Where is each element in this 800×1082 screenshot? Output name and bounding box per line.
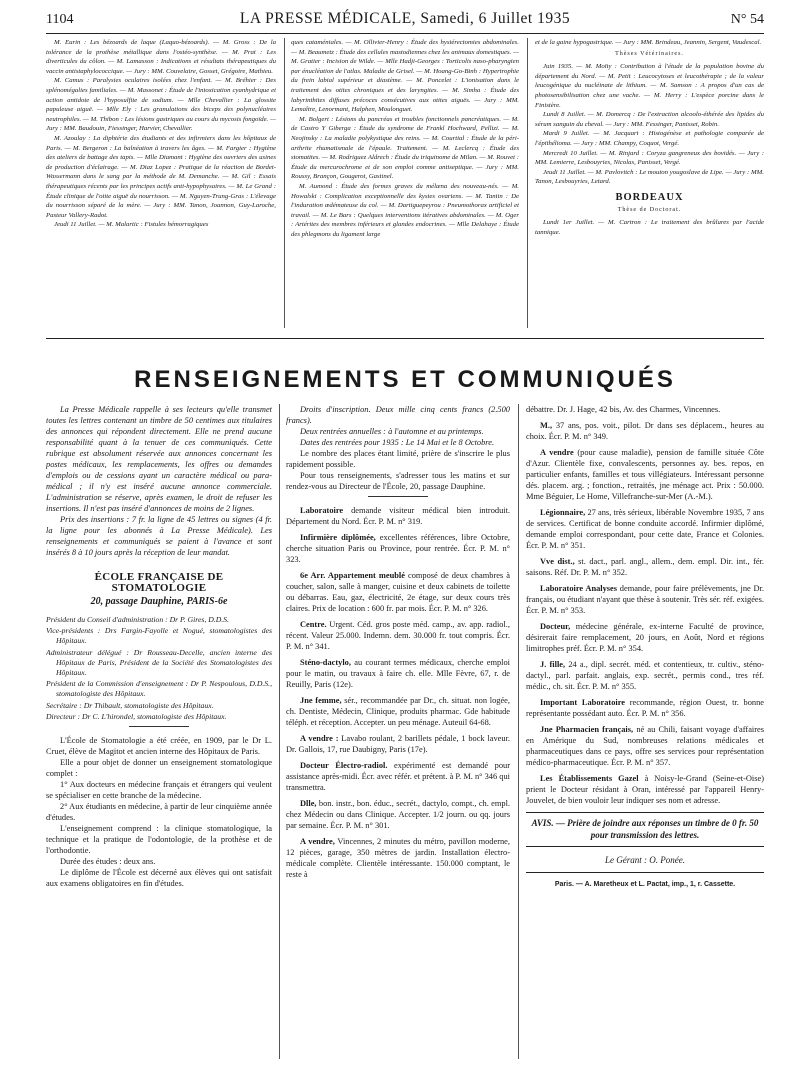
doctorate-thesis-heading: Thèse de Doctorat. [617, 206, 682, 213]
classified-ad [286, 760, 510, 793]
theses-paragraph: M. Eurin : Les bézoards de laque (Laquo-bézoards). — M. Gross : De la tolérance de la prothèse métallique dans l'ostéo-synthèse. — M. Prat : Les diverticules du côlon. — M. Lamasson : Indications et résultats thérapeutiques du vaccin antistaphylococcique. — Jury : MM. Couvelaire, Gosset, Grégoire, Mathieu. [46, 39, 276, 75]
theses-column-2 [291, 38, 519, 334]
page-header [46, 10, 764, 34]
ad-keyword: A vendre, [300, 837, 335, 846]
ad-text: recommande, région Ouest, tr. bonne représentante possédant auto. Écr. P. M. n° 356. [526, 698, 764, 718]
ad-text: Vincennes, 2 minutes du métro, pavillon moderne, 12 pièces, garage, 350 mètres de jardin. Installation électro-médicale complète. Clientèle intéressante. 150.000 comptant, le reste à [286, 837, 510, 879]
ad-text: demande, pour faire prélèvements, jne Dr. français, ou étudiant n'ayant que thèse à soutenir. Très sér. réf. exigées. Écr. P. M. n° 353. [526, 584, 764, 615]
body-paragraph: Deux rentrées annuelles : à l'automne et au printemps. [300, 427, 484, 436]
column-divider [527, 38, 528, 328]
staff-entry: Secrétaire : Dr Thibault, stomatologiste des Hôpitaux. [46, 700, 214, 710]
classified-ad [526, 773, 764, 806]
ad-text: au courant termes médicaux, cherche emploi pour le matin, ou travaux à faire ch. elle. Mlle Fèvre, 67, r. de Reuilly, Paris (12e). [286, 658, 510, 689]
ad-text: excellentes références, libre Octobre, cherche situation Paris ou Province, pour rentrée. Écr. P. M. n° 323. [286, 533, 510, 564]
classified-ads-right [526, 420, 764, 806]
page-number: 1104 [46, 12, 74, 27]
column-divider [279, 404, 280, 1059]
theses-column-1 [46, 38, 276, 334]
body-paragraph: Dates des rentrées pour 1935 : Le 14 Mai et le 8 Octobre. [300, 438, 495, 447]
classified-ad [526, 724, 764, 768]
classified-ad [286, 798, 510, 831]
column-divider [284, 38, 285, 328]
school-staff [46, 615, 272, 722]
body-paragraph: Durée des études : deux ans. [60, 857, 156, 867]
ad-text: 37 ans, pos. voit., pilot. Dr dans ses déplacem., heures au choix. Écr. P. M. n° 349. [526, 421, 764, 441]
ad-text: (pour cause maladie), pension de famille située Côte d'Azur. Clientèle fixe, convalescents, personnes ay. bes. repos, en particulier enfants, familles et tous villégiateurs. Intéressant personne dés. placem. arg. ; fonction., retraités, jne ménage act. Prix : 50.000. Mme Béguier, Le Home, Villefranche-sur-Mer (A.-M.). [526, 448, 764, 501]
ad-text: médecine générale, ex-interne Faculté de province, désirerait faire remplacement, 20 jours, en Août, Nord et régions limitrophes préf. Écr. P. M. n° 354. [526, 622, 764, 653]
ad-keyword: J. fille, [540, 660, 566, 669]
section-rule [46, 338, 764, 339]
school-address: 20, passage Dauphine, PARIS-6e [90, 596, 228, 607]
ad-keyword: Docteur, [540, 622, 571, 631]
classified-ad [286, 532, 510, 565]
staff-entry: Vice-présidents : Drs Fargin-Fayolle et Nogué, stomatologistes des Hôpitaux. [46, 626, 272, 646]
ad-keyword: 6e Arr. Appartement meublé [300, 571, 405, 580]
theses-paragraph: M. Azoulay : La diphtérie des étudiants et des infirmiers dans les hôpitaux de Paris. — M. Bergeron : La balnéation à travers les âges. — M. Fargier : Hygiène des ateliers de battage des tapis. — Mlle Diamant : Hygiène des ouvriers des usines de production d'éclairage. — M. Diaz Lopez : Pratique de la réaction de Bordet-Wassermann dans le sang par la méthode de M. Demanche. — M. Gil : Essais thérapeutiques récents par les principes actifs anti-hypophysaires. — M. Le Grand : Étude clinique de l'otite aiguë du nourrisson. — M. Nguyen-Trung-Gras : L'élevage du nourrisson séparé de la mère. — Jury : MM. Tanon, Joannon, Guy-Laroche, Pasteur Vallery-Radot. [46, 134, 276, 219]
intro-notice [46, 404, 272, 558]
classified-ad [526, 697, 764, 719]
theses-paragraph: M. Aumond : Étude des formes graves du mélæna des nouveau-nés. — M. Howalski : Complication exceptionnelle des kystes ovariens. — M. Tantin : De l'induration œdémateuse du col. — M. Dartiguepeyrou : Pneumothorax artificiel et travail. — M. Le Bars : Quelques interventions itératives abdominales. — M. Oger : Artérites des membres inférieurs et glandes endocrines. — Mlle Delahaye : Étude des phlegmons du ligament large [291, 182, 519, 238]
intro-paragraph: Prix des insertions : 7 fr. la ligne de 45 lettres ou signes (4 fr. la ligne pour les abonnés à La Presse Médicale). Les renseignements et communiqués se paient à l'avance et sont insérés 8 à 10 jours après la réception de leur mandat. [46, 515, 272, 557]
classified-ad [286, 619, 510, 652]
theses-paragraph: M. Bolgert : Lésions du pancréas et troubles fonctionnels pancréatiques. — M. de Castro Y Giberga : Étude du syndrome de Frankl Hochward, Pellizi. — M. Neojinsky : La maladie polykystique des reins. — M. Courtial : Étude de la péri-arthrite rhumatismale de l'épaule. Traitement. — M. Leclercq : Étude des stomatites. — M. Rodriguez Aldrech : Étude du triquinome de Milan. — M. Rouvet : Étude du mercurochrome et de son emploi comme antiseptique. — Jury : MM. Roussy, Brançon, Gougerot, Gastinel. [291, 115, 519, 181]
theses-listing [46, 38, 764, 334]
classified-ads-middle [286, 505, 510, 880]
bordeaux-heading: BORDEAUX [615, 191, 684, 203]
ad-keyword: Sténo-dactylo, [300, 658, 351, 667]
theses-paragraph: Mardi 9 Juillet. — M. Jacquart : Histogénèse et pathologie comparée de l'épithélioma. — Jury : MM. Champy, Coquot, Vergé. [535, 130, 764, 147]
ad-text: 27 ans, très sérieux, libérable Novembre 1935, 7 ans de services. Certificat de bonne conduite accordé. Infirmier diplômé, demande emploi correspondant, pour cette date, France et Colonies. Écr. P. M. n° 351. [526, 508, 764, 550]
ad-keyword: Légionnaire, [540, 508, 586, 517]
veterinary-theses-heading: Thèses Vétérinaires. [615, 50, 684, 57]
body-paragraph: Droits d'inscription. Deux mille cinq cents francs (2.500 francs). [286, 405, 510, 425]
column-right [526, 404, 764, 1064]
section-banner: RENSEIGNEMENTS ET COMMUNIQUÉS [134, 366, 676, 393]
ad-keyword: Important Laboratoire [540, 698, 626, 707]
classified-ad [286, 505, 510, 527]
manager-signature: Le Gérant : O. Ponée. [526, 855, 764, 873]
classified-ad [286, 570, 510, 614]
theses-paragraph: Lundi 8 Juillet. — M. Domercq : De l'extraction alcoolo-éthérée des lipides du sérum sanguin du cheval. — Jury : MM. Fessinger, Panisset, Robin. [535, 111, 764, 128]
classified-ad [286, 695, 510, 728]
body-paragraph: 2° Aux étudiants en médecine, à partir de leur cinquième année d'études. [46, 802, 272, 823]
staff-entry: Directeur : Dr C. L'hirondel, stomatologiste des Hôpitaux. [46, 711, 227, 721]
body-paragraph: Le nombre des places étant limité, prière de s'inscrire le plus rapidement possible. [286, 449, 510, 469]
ad-keyword: A vendre : [300, 734, 339, 743]
classified-ad [526, 556, 764, 578]
classified-ad [286, 836, 510, 880]
divider [129, 726, 189, 727]
theses-paragraph: Jeudi 11 Juillet. — M. Malartic : Fistules hémorragiques [54, 221, 209, 229]
ad-text: né au Chili, faisant voyage d'affaires en Amérique du Sud, nombreuses relations médicales et pharmaceutiques dans ce pays, offre ses services pour représentation médico-pharmaceutique. Écr. P. M. n° 357. [526, 725, 764, 767]
printer-imprint: Paris. — A. Maretheux et L. Pactat, imp., 1, r. Cassette. [554, 881, 736, 888]
theses-column-3 [535, 38, 764, 334]
ad-keyword: A vendre [540, 448, 574, 457]
school-description [46, 735, 272, 889]
ad-keyword: Les Établissements Gazel [540, 774, 639, 783]
ad-text: Lavabo roulant, 2 barillets pédale, 1 bock laveur. Dr. Gallois, 17, rue Daubigny, Paris (17e). [286, 734, 510, 754]
school-title: ÉCOLE FRANÇAISE DE STOMATOLOGIE [94, 571, 224, 594]
staff-entry: Président du Conseil d'administration : Dr P. Gires, D.D.S. [46, 615, 229, 624]
ad-text: à Noisy-le-Grand (Seine-et-Oise) prient le Docteur résidant à Oran, intéressé par l'appareil Henry-Jouvelet, de bien vouloir leur indiquer ses nom et adresse. [526, 774, 764, 805]
theses-paragraph: Jeudi 11 Juillet. — M. Pavlovitch : Le mouton yougoslave de Lipe. — Jury : MM. Tanon, Lesbouyries, Letard. [535, 168, 764, 186]
classified-ad [526, 583, 764, 616]
column-divider [518, 404, 519, 1059]
notice-box: AVIS. — Prière de joindre aux réponses un timbre de 0 fr. 50 pour transmission des lettres. [526, 812, 764, 847]
ad-keyword: Dlle, [300, 799, 317, 808]
column-middle [286, 404, 510, 1064]
theses-paragraph: et de la gaine hypogastrique. — Jury : MM. Brindeau, Jeannin, Sergent, Vaudescal. [535, 39, 762, 46]
school-registration [286, 404, 510, 492]
ad-keyword: Infirmière diplômée, [300, 533, 376, 542]
ad-keyword: Docteur Électro-radiol. [300, 761, 388, 770]
theses-paragraph: Lundi 1er Juillet. — M. Cartron : Le traitement des brûlures par l'acide tannique. [535, 219, 764, 236]
classified-ad [526, 621, 764, 654]
classified-ad [526, 420, 764, 442]
theses-paragraph: Juin 1935. — M. Moïty : Contribution à l'étude de la population bovine du département du Nord. — M. Petit : Leucocytoses et leucothérapie ; de la valeur leucogénique du nucléinate de lithium. — M. Samson : A propos d'un cas de photosensibilisation chez une vache. — M. Herry : L'espèce porcine dans le Finistère. [535, 63, 764, 109]
staff-entry: Administrateur délégué : Dr Rousseau-Decelle, ancien interne des Hôpitaux de Paris, Président de la Société des Stomatologistes des Hôpitaux. [46, 647, 272, 678]
body-paragraph: L'École de Stomatologie a été créée, en 1909, par le Dr L. Cruet, élève de Magitot et ancien interne des Hôpitaux de Paris. [46, 736, 272, 757]
ad-text: composé de deux chambres à coucher, salon, salle à manger, cuisine et deux cabinets de toilette ou débarras. Eau, gaz, électricité, 2e étage, sur deux cours très claires. Prix de location : 600 fr. par mois. Écr. P. M. n° 326. [286, 571, 510, 613]
body-paragraph: 1° Aux docteurs en médecine français et étrangers qui veulent se spécialiser en cette branche de la médecine. [46, 780, 272, 801]
column-left [46, 404, 272, 1064]
theses-paragraph: ques cataméniales. — M. Ollivier-Henry : Étude des hystérectomies abdominales. — M. Beaumetz : Étude des cellules mastodiennes chez les animaux domestiques. — M. Gratier : Incision de Wilde. — Mlle Hadji-Georges : Torticolis naso-pharyngien par énucléation de l'atlas. Maladie de Grisel. — M. Hoang-Go-Binh : Hypertrophie du frein labial supérieur et diastème. — M. Poncelet : L'ionisation dans le traitement des otites chroniques et des laryngites. — M. Simha : Étude des labyrinthites diffuses précoces consécutives aux otites aiguës. — Jury : MM. Lemaître, Lenormant, Halphen, Moulonguet. [291, 39, 519, 114]
ad-keyword: Laboratoire Analyses [540, 584, 618, 593]
ad-keyword: Vve dist., [540, 557, 575, 566]
ad-text: bon. instr., bon. éduc., secrét., dactylo, compt., ch. empl. chez Médecin ou dans Clinique. Accepter. 1/2 journ. ou qq. jours par semaine. Écr. P. M. n° 301. [286, 799, 510, 830]
issue-number: N° 54 [730, 12, 764, 27]
ad-text: Urgent. Céd. gros poste méd. camp., av. app. radiol., récent. Valeur 25.000. Indemn. dem. 30.000 fr. tout compris. Écr. P. M. n° 341. [286, 620, 510, 651]
body-paragraph: Le diplôme de l'École est décerné aux élèves qui ont satisfait aux examens obligatoires en fin d'études. [46, 868, 272, 889]
divider [368, 496, 428, 497]
classified-ad [526, 447, 764, 502]
classified-ad [286, 657, 510, 690]
ad-keyword: Jne femme, [300, 696, 342, 705]
ad-keyword: M., [540, 421, 553, 430]
body-paragraph: Elle a pour objet de donner un enseignement stomatologique complet : [46, 758, 272, 779]
ad-text: 24 a., dipl. secrét. méd. et contentieux, tr. cultiv., sténo-dactyl., parl. parfait. anglais, exp. secrét., permis cond., tres réf. médic., ch. sit. Écr. P. M. n° 355. [526, 660, 764, 691]
ad-text: st. dact., parl. angl., allem., dem. empl. Dir. int., fér. saisons. Réf. Dr. P. M. n° 352. [526, 557, 764, 577]
body-paragraph: L'enseignement comprend : la clinique stomatologique, la technique et la pratique de l'odontologie, de la prothèse et de l'orthodontie. [46, 824, 272, 856]
body-paragraph: Pour tous renseignements, s'adresser tous les matins et sur rendez-vous au Directeur de l'École, 20, passage Dauphine. [286, 471, 510, 491]
ad-keyword: Laboratoire [300, 506, 344, 515]
ad-text: expérimenté est demandé pour assistance après-midi. Écr. avec référ. et prétent. à P. M. n° 346 qui transmettra. [286, 761, 510, 792]
journal-title: LA PRESSE MÉDICALE, Samedi, 6 Juillet 1935 [239, 10, 571, 27]
ad-keyword: Centre. [300, 620, 327, 629]
staff-entry: Président de la Commission d'enseignement : Dr P. Nespoulous, D.D.S., stomatologiste des Hôpitaux. [46, 679, 272, 699]
intro-paragraph: La Presse Médicale rappelle à ses lecteurs qu'elle transmet toutes les lettres contenant un timbre de 50 centimes aux titulaires des annonces qui répondent directement. Elle ne prend aucune responsabilité quant à la tenuer de ces communiqués. Cette rubrique est absolument réservée aux annonces concernant les postes médicaux, les remplacements, les offres ou demandes d'emplois ou de cessions ayant un caractère médical ou para-médical ; il n'y est inséré aucune annonce commerciale. L'administration se réserve, après examen, le droit de refuser les insertions. Il n'est pas inséré d'annonces de moins de 2 lignes. [46, 405, 272, 513]
ad-text: sér., recommandée par Dr., ch. situat. non logée, ch. Dentiste, Médecin, Clinique, produits pharmac. Gde habitude téléph. et réception. Accepter. un peu ménage. Auteuil 64-68. [286, 696, 510, 727]
classified-ad [526, 659, 764, 692]
ad-keyword: Jne Pharmacien français, [540, 725, 634, 734]
classified-ad [286, 733, 510, 755]
classified-ad [526, 507, 764, 551]
classified-ad-continued: débattre. Dr. J. Hage, 42 bis, Av. des Charmes, Vincennes. [526, 405, 721, 414]
ad-text: demande visiteur médical bien introduit. Département du Nord. Écr. P. M. n° 319. [286, 506, 510, 526]
theses-paragraph: M. Camus : Paralysies oculaires isolées chez l'enfant. — M. Bréhier : Des splénomégalies familiales. — M. Massonet : Étude de l'intoxication cyanhydrique et action antidote de l'hyposulfite de sodium. — Mlle Chevallier : La glossite papuleuse aiguë. — Mlle Ely : Les granulations des biceps des polynucléaires neutrophiles. — M. Thibon : Les lésions gastriques au cours du mycosis fongoïde. — Jury : MM. Baudouin, Fiessinger, Harvier, Chevallier. [46, 77, 276, 133]
theses-paragraph: Mercredi 10 Juillet. — M. Rinjard : Coryza gangreneux des bovidés. — Jury : MM. Lemierre, Lesbouyries, Nicolas, Panisset, Vergé. [535, 149, 764, 167]
